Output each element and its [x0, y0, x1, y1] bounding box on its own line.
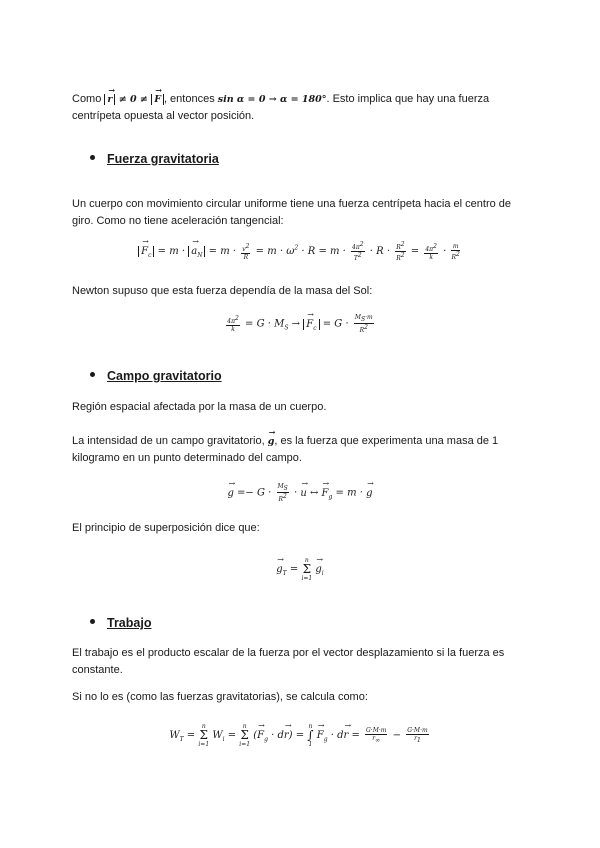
bullet-icon: [90, 619, 95, 624]
equation-campo: → g =− G · $\frac{M_S}{R^2}$ · → u ↔ → $F_g = m$ · → g: [0, 483, 600, 503]
equation-centripeta: → $F_c = m$ · → $a_N = m$ · $\frac{v^2}{R}$ = $m \cdot \omega^2 \cdot R = m$ · $\frac{4\pi^2}{T^2}$ · R · $\frac{R^2}{R^2}$ = $\frac{4\pi^2}{k}$ · $\frac{m}{R^2}$: [0, 241, 600, 262]
paragraph-newton: Newton supuso que esta fuerza dependía de la masa del Sol:: [72, 285, 373, 297]
paragraph-intensidad: La intensidad de un campo gravitatorio, → g, es la fuerza que experimenta una masa de 1 kilogramo en un punto determinado del campo.: [72, 433, 532, 467]
text-como: Como: [72, 93, 102, 105]
condition-math: → r ≠ 0 ≠ → F: [104, 94, 164, 105]
heading-fuerza-gravitatoria: Fuerza gravitatoria: [90, 152, 219, 166]
paragraph-producto-escalar: El trabajo es el producto escalar de la fuerza por el vector desplazamiento si la fuerza es constante.: [72, 647, 505, 676]
g-vector: → g: [268, 436, 275, 447]
text-implica: . Esto implica que hay una fuerza: [326, 93, 490, 105]
bullet-icon: [90, 372, 95, 377]
paragraph-movimiento: Un cuerpo con movimiento circular uniforme tiene una fuerza centrípeta hacia el centro de giro. Como no tiene aceleración tangencial:: [72, 198, 512, 227]
paragraph-superposicion: El principio de superposición dice que:: [72, 522, 260, 534]
equation-newton: $\frac{4\pi^2}{k}$ = $G \cdot M_S$ → → $F_c = G$ · $\frac{M_S\cdot m}{R^2}$: [0, 314, 600, 334]
equation-trabajo: $W_T = n$ Σ i=1 $W_i = n$ Σ i=1 (→ $F_g \cdot d\to r) = n$ ∫ $1 \to F_g \cdot d\to r$ = $\frac{G\cdot M\cdot m}{r_\infty}$ − $\frac{G\cdot M\cdot m}{r_1}$: [0, 723, 600, 748]
paragraph-si-no: Si no lo es (como las fuerzas gravitatorias), se calcula como:: [72, 691, 368, 703]
paragraph-intro: [72, 91, 532, 125]
heading-trabajo: Trabajo: [90, 616, 151, 630]
text-entonces: , entonces: [163, 93, 215, 105]
bullet-icon: [90, 155, 95, 160]
text-centripeta: centrípeta opuesta al vector posición.: [72, 110, 255, 122]
paragraph-region: Región espacial afectada por la masa de un cuerpo.: [72, 401, 327, 413]
equation-superposicion: → $g_T = n$ Σ $i=1 \to g_i$: [0, 557, 600, 582]
angle-math: sin α = 0 → α = 180°: [217, 94, 327, 105]
heading-campo-gravitatorio: Campo gravitatorio: [90, 369, 222, 383]
